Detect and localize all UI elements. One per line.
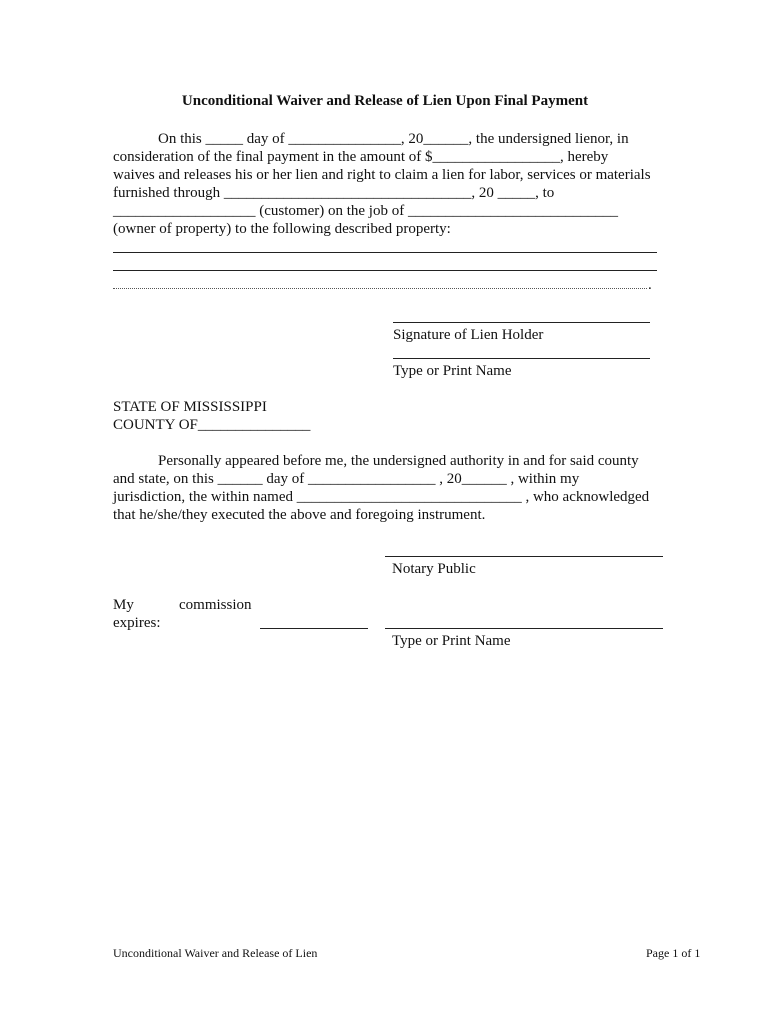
- state-label: STATE OF MISSISSIPPI: [113, 399, 267, 415]
- commission-word: commission: [179, 597, 252, 613]
- print-name-label: Type or Print Name: [393, 363, 512, 379]
- commission-my: My: [113, 597, 134, 613]
- property-line-3: [113, 288, 647, 289]
- footer-page-number: Page 1 of 1: [646, 946, 701, 960]
- notary-print-name-line: [385, 628, 663, 629]
- ack-line-4: that he/she/they executed the above and foregoing instrument.: [113, 507, 486, 523]
- document-title: Unconditional Waiver and Release of Lien Upon Final Payment: [181, 93, 589, 109]
- property-line-1: [113, 252, 657, 253]
- signature-label: Signature of Lien Holder: [393, 327, 544, 343]
- ack-line-3: jurisdiction, the within named ______________________________ , who acknowledged: [113, 489, 650, 505]
- ack-line-2: and state, on this ______ day of _________________ , 20______ , within my: [113, 471, 580, 487]
- notary-label: Notary Public: [392, 561, 476, 577]
- body-line-2: consideration of the final payment in the amount of $_________________, hereby: [113, 149, 609, 165]
- notary-print-name-label: Type or Print Name: [392, 633, 511, 649]
- signature-line: [393, 322, 650, 323]
- property-line-2: [113, 270, 657, 271]
- ack-line-1: Personally appeared before me, the undersigned authority in and for said county: [158, 453, 639, 469]
- commission-expires-line: [260, 628, 368, 629]
- commission-expires: expires:: [113, 615, 161, 631]
- county-label: COUNTY OF_______________: [113, 417, 311, 433]
- notary-signature-line: [385, 556, 663, 557]
- body-line-1: On this _____ day of _______________, 20______, the undersigned lienor, in: [158, 131, 629, 147]
- body-line-4: furnished through _________________________________, 20 _____, to: [113, 185, 555, 201]
- body-line-3: waives and releases his or her lien and right to claim a lien for labor, services or materials: [113, 167, 651, 183]
- body-line-6: (owner of property) to the following described property:: [113, 221, 451, 237]
- footer-title: Unconditional Waiver and Release of Lien: [113, 946, 318, 960]
- property-end-mark: .: [648, 277, 652, 293]
- body-line-5: ___________________ (customer) on the job of ____________________________: [113, 203, 618, 219]
- print-name-line: [393, 358, 650, 359]
